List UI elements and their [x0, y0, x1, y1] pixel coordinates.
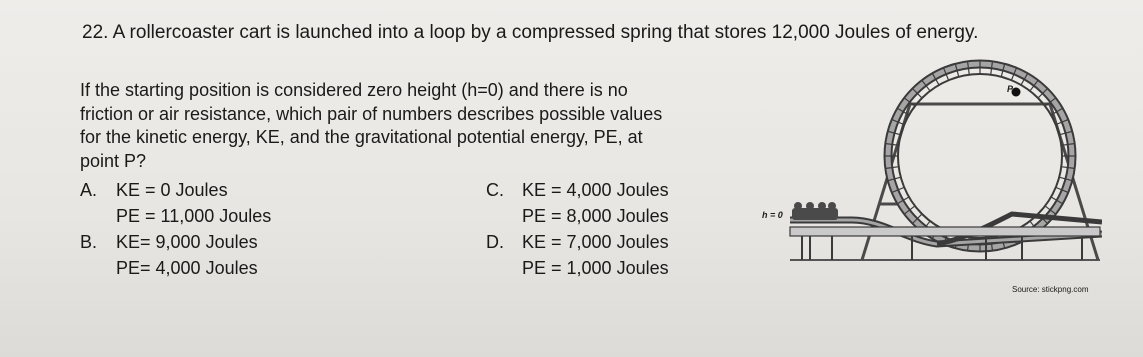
height-zero-label: h = 0	[762, 210, 783, 220]
option-d-pe: PE = 1,000 Joules	[522, 258, 669, 278]
rollercoaster-cart	[792, 202, 838, 220]
option-c[interactable]	[486, 177, 669, 229]
option-d-letter: D.	[486, 232, 504, 252]
base-rail	[790, 227, 1100, 236]
option-a-pe: PE = 11,000 Joules	[116, 206, 272, 226]
point-p-label: P	[1007, 84, 1014, 94]
rollercoaster-loop-figure	[732, 44, 1102, 309]
option-c-pe: PE = 8,000 Joules	[522, 206, 669, 226]
prompt-line: for the kinetic energy, KE, and the gravitational potential energy, PE, at	[80, 127, 643, 147]
option-b-pe: PE= 4,000 Joules	[116, 258, 258, 278]
option-a-letter: A.	[80, 180, 98, 200]
question-heading	[82, 22, 978, 44]
option-b[interactable]	[80, 229, 258, 281]
loop-track-inner	[898, 74, 1062, 238]
image-source-caption: Source: stickpng.com	[1012, 285, 1089, 294]
option-d[interactable]	[486, 229, 669, 281]
option-c-ke: KE = 4,000 Joules	[522, 180, 669, 200]
option-a-ke: KE = 0 Joules	[116, 180, 228, 200]
prompt-line: friction or air resistance, which pair of numbers describes possible values	[80, 103, 663, 124]
prompt-line: point P?	[80, 150, 147, 171]
prompt-line: If the starting position is considered zero height (h=0) and there is no	[80, 80, 628, 100]
option-b-ke: KE= 9,000 Joules	[116, 232, 258, 252]
loop-track-ties	[884, 60, 1076, 252]
option-c-letter: C.	[486, 180, 504, 200]
option-b-letter: B.	[80, 232, 98, 252]
option-a[interactable]	[80, 177, 271, 229]
question-text: A rollercoaster cart is launched into a loop by a compressed spring that stores 12,000 Joules of energy.	[112, 22, 979, 43]
question-prompt	[80, 79, 720, 173]
question-number: 22.	[82, 22, 109, 43]
option-d-ke: KE = 7,000 Joules	[522, 232, 669, 252]
